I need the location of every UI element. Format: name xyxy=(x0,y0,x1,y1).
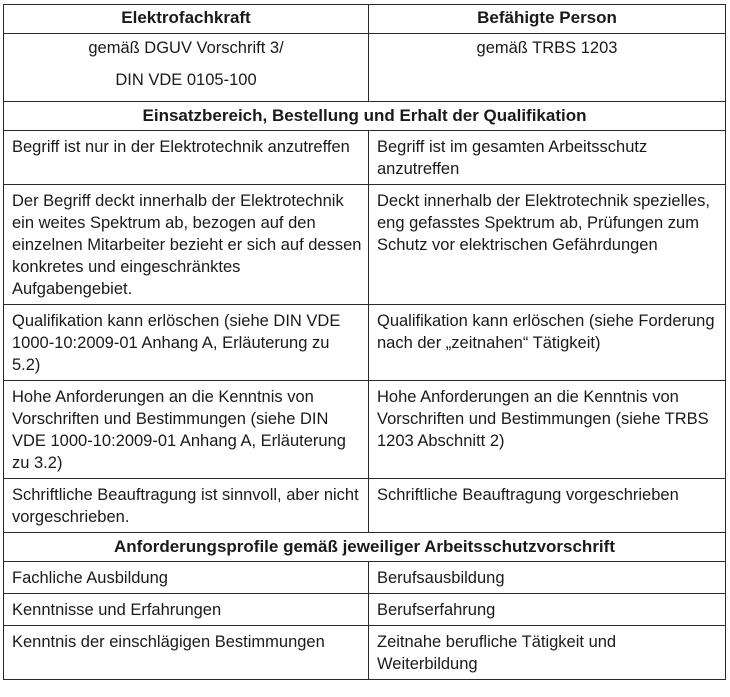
standard-trbs: gemäß TRBS 1203 xyxy=(369,34,726,102)
standards-row xyxy=(4,34,726,102)
row-left-cell: Kenntnis der einschlägigen Bestimmungen xyxy=(4,626,369,680)
row-left-cell: Begriff ist nur in der Elektrotechnik anzutreffen xyxy=(4,131,369,185)
table-row xyxy=(4,626,726,680)
section-heading-row xyxy=(4,533,726,562)
standard-dguv: gemäß DGUV Vorschrift 3/ xyxy=(88,39,284,57)
section-heading-row xyxy=(4,102,726,131)
row-left-cell: Schriftliche Beauftragung ist sinnvoll, aber nicht vorgeschrieben. xyxy=(4,479,369,533)
table-row xyxy=(4,562,726,594)
table-row xyxy=(4,305,726,381)
table-row xyxy=(4,131,726,185)
row-right-cell: Qualifikation kann erlöschen (siehe Forderung nach der „zeitnahen“ Tätigkeit) xyxy=(369,305,726,381)
table-row xyxy=(4,479,726,533)
row-right-cell: Schriftliche Beauftragung vorgeschrieben xyxy=(369,479,726,533)
row-left-cell: Hohe Anforderungen an die Kenntnis von Vorschriften und Bestimmungen (siehe DIN VDE 1000-10:2009-01 Anhang A, Erläuterung zu 3.2) xyxy=(4,381,369,479)
table-row xyxy=(4,185,726,305)
row-left-cell: Qualifikation kann erlöschen (siehe DIN VDE 1000-10:2009-01 Anhang A, Erläuterung zu 5.2) xyxy=(4,305,369,381)
table-row xyxy=(4,381,726,479)
table-row xyxy=(4,594,726,626)
row-left-cell: Der Begriff deckt innerhalb der Elektrotechnik ein weites Spektrum ab, bezogen auf den einzelnen Mitarbeiter bezieht er sich auf dessen konkretes und eingeschränktes Aufgabengebiet. xyxy=(4,185,369,305)
section-title-anforderungsprofile: Anforderungsprofile gemäß jeweiliger Arbeitsschutzvorschrift xyxy=(4,533,726,562)
standard-din-vde: DIN VDE 0105-100 xyxy=(115,71,257,89)
header-row xyxy=(4,5,726,34)
header-befaehigte-person: Befähigte Person xyxy=(369,5,726,34)
standards-left-cell xyxy=(4,34,369,102)
header-elektrofachkraft: Elektrofachkraft xyxy=(4,5,369,34)
row-right-cell: Berufsausbildung xyxy=(369,562,726,594)
row-right-cell: Hohe Anforderungen an die Kenntnis von Vorschriften und Bestimmungen (siehe TRBS 1203 Abschnitt 2) xyxy=(369,381,726,479)
comparison-table xyxy=(3,4,726,680)
row-right-cell: Deckt innerhalb der Elektrotechnik spezielles, eng gefasstes Spektrum ab, Prüfungen zum Schutz vor elektrischen Gefährdungen xyxy=(369,185,726,305)
row-left-cell: Kenntnisse und Erfahrungen xyxy=(4,594,369,626)
row-right-cell: Zeitnahe berufliche Tätigkeit und Weiterbildung xyxy=(369,626,726,680)
row-right-cell: Berufserfahrung xyxy=(369,594,726,626)
section-title-einsatzbereich: Einsatzbereich, Bestellung und Erhalt der Qualifikation xyxy=(4,102,726,131)
row-left-cell: Fachliche Ausbildung xyxy=(4,562,369,594)
row-right-cell: Begriff ist im gesamten Arbeitsschutz anzutreffen xyxy=(369,131,726,185)
